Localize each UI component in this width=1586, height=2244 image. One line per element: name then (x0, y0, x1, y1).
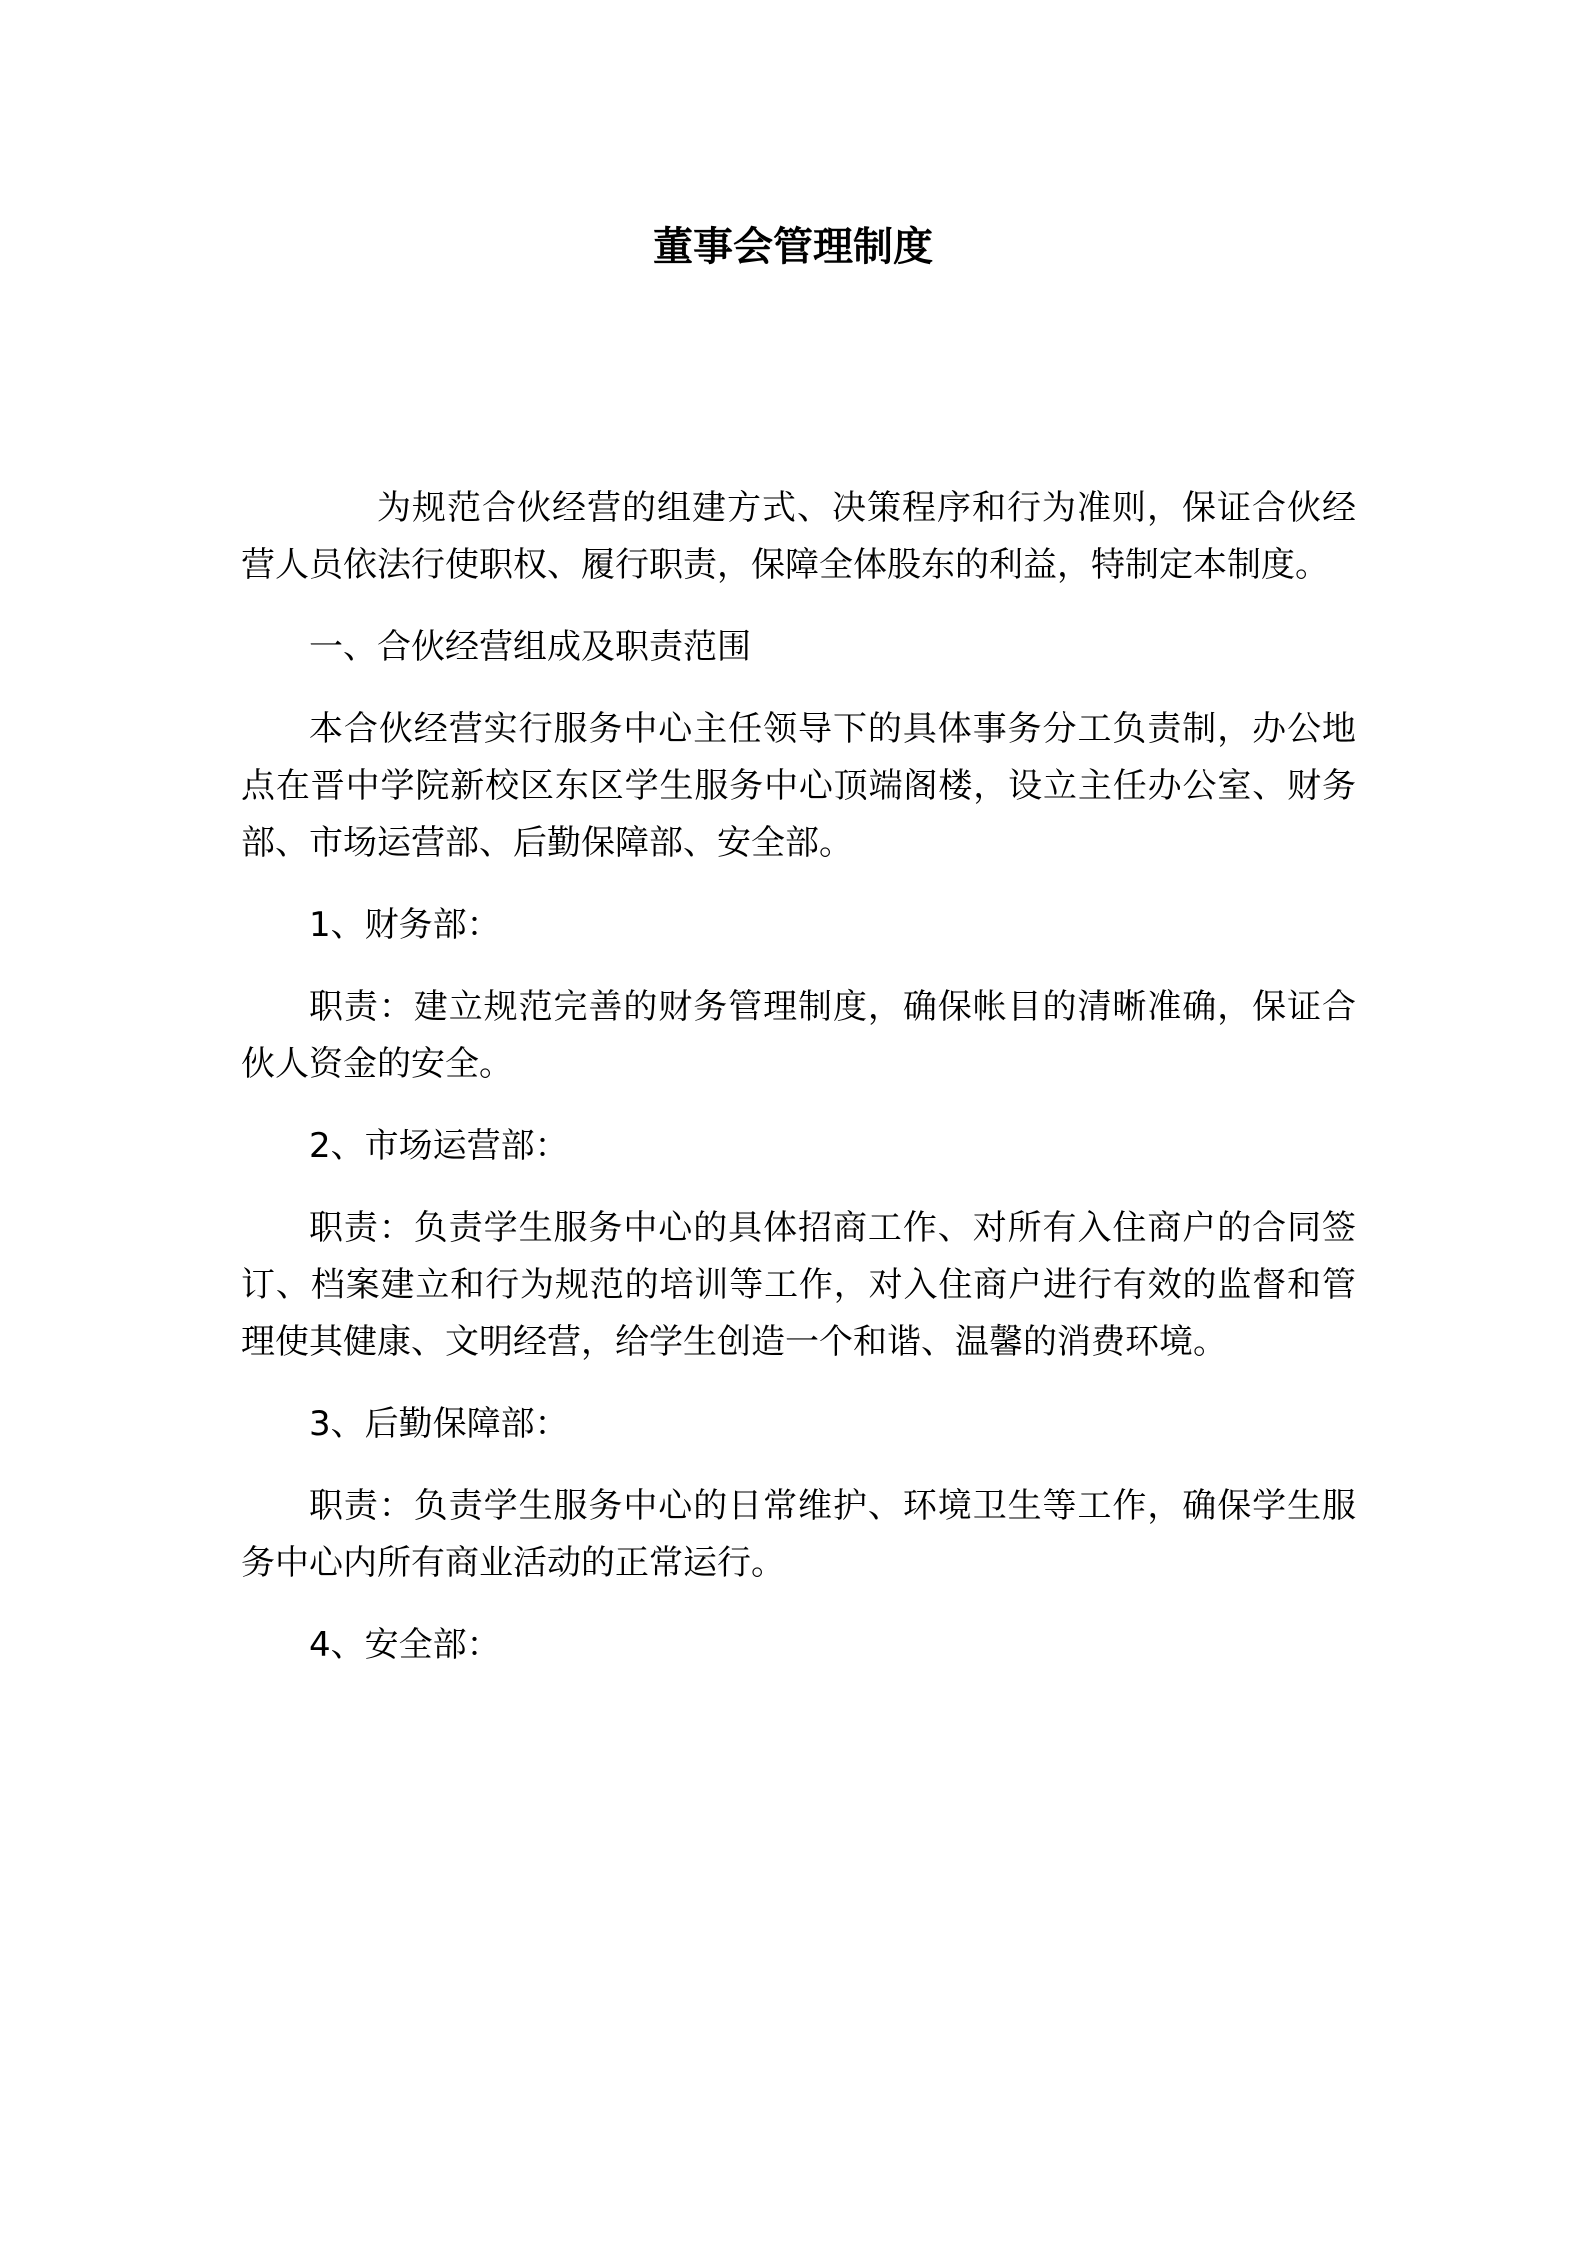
intro-paragraph: 为规范合伙经营的组建方式、决策程序和行为准则，保证合伙经营人员依法行使职权、履行职责，保障全体股东的利益，特制定本制度。 (241, 488, 1356, 585)
section-heading-1: 一、合伙经营组成及职责范围 (309, 627, 751, 667)
subsection-heading-finance: 1、财务部： (309, 905, 501, 945)
logistics-duties-paragraph: 职责：负责学生服务中心的日常维护、环境卫生等工作，确保学生服务中心内所有商业活动的正常运行。 (241, 1486, 1356, 1583)
subsection-heading-security: 4、安全部： (309, 1625, 501, 1665)
document-title: 董事会管理制度 (653, 224, 933, 270)
marketing-duties-paragraph: 职责：负责学生服务中心的具体招商工作、对所有入住商户的合同签订、档案建立和行为规范的培训等工作，对入住商户进行有效的监督和管理使其健康、文明经营，给学生创造一个和谐、温馨的消费环境。 (241, 1208, 1356, 1362)
body-paragraph: 本合伙经营实行服务中心主任领导下的具体事务分工负责制，办公地点在晋中学院新校区东区学生服务中心顶端阁楼，设立主任办公室、财务部、市场运营部、后勤保障部、安全部。 (241, 709, 1356, 863)
subsection-heading-marketing: 2、市场运营部： (309, 1126, 569, 1166)
finance-duties-paragraph: 职责：建立规范完善的财务管理制度，确保帐目的清晰准确，保证合伙人资金的安全。 (241, 987, 1356, 1084)
document-body (241, 480, 1356, 1699)
subsection-heading-logistics: 3、后勤保障部： (309, 1404, 569, 1444)
